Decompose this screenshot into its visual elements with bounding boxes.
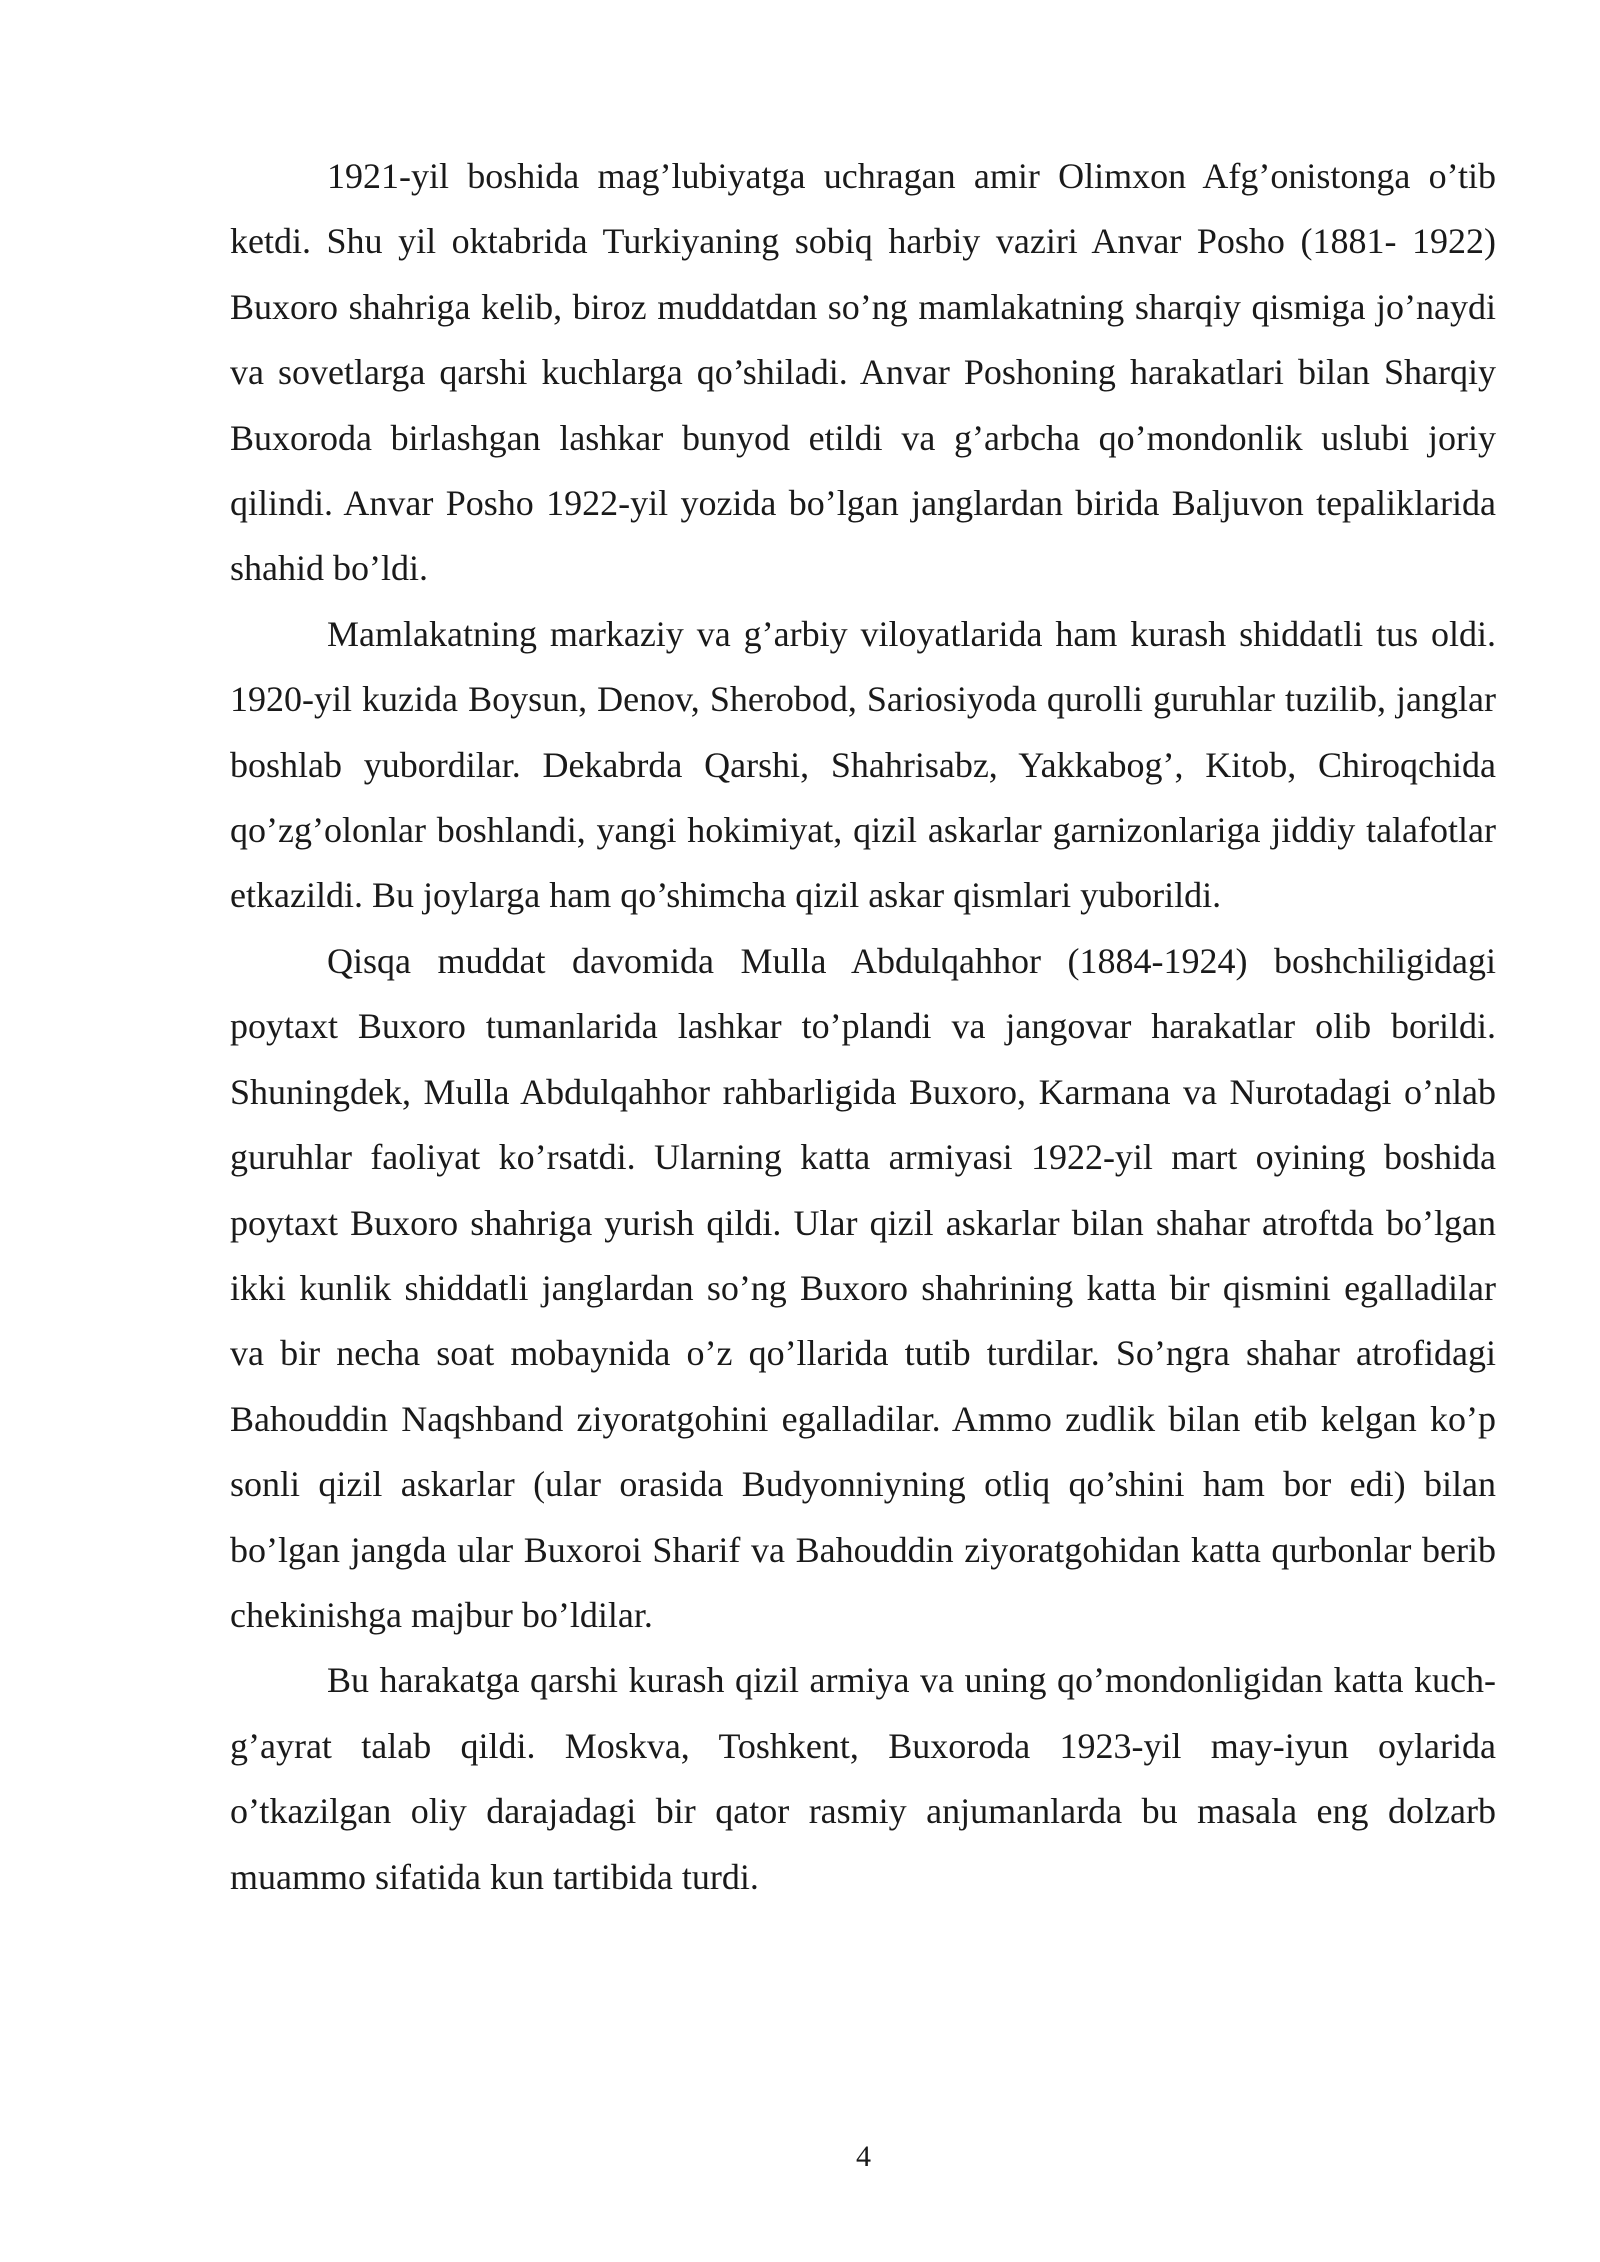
page-number: 4 [856,2140,871,2173]
body-text [230,144,1496,1910]
paragraph-3: Qisqa muddat davomida Mulla Abdulqahhor (1884-1924) boshchiligidagi poytaxt Buxoro tumanlarida lashkar to’plandi va jangovar harakatlar olib borildi. Shuningdek, Mulla Abdulqahhor rahbarligida Buxoro, Karmana va Nurotadagi o’nlab guruhlar faoliyat ko’rsatdi. Ularning katta armiyasi 1922-yil mart oyining boshida poytaxt Buxoro shahriga yurish qildi. Ular qizil askarlar bilan shahar atroftda bo’lgan ikki kunlik shiddatli janglardan so’ng Buxoro shahrining katta bir qismini egalladilar va bir necha soat mobaynida o’z qo’llarida tutib turdilar. So’ngra shahar atrofidagi Bahouddin Naqshband ziyoratgohini egalladilar. Ammo zudlik bilan etib kelgan ko’p sonli qizil askarlar (ular orasida Budyonniyning otliq qo’shini ham bor edi) bilan bo’lgan jangda ular Buxoroi Sharif va Bahouddin ziyoratgohidan katta qurbonlar berib chekinishga majbur bo’ldilar. [230,940,1496,1635]
paragraph-4: Bu harakatga qarshi kurash qizil armiya va uning qo’mondonligidan katta kuch-g’ayrat talab qildi. Moskva, Toshkent, Buxoroda 1923-yil may-iyun oylarida o’tkazilgan oliy darajadagi bir qator rasmiy anjumanlarda bu masala eng dolzarb muammo sifatida kun tartibida turdi. [230,1660,1496,1897]
paragraph-2: Mamlakatning markaziy va g’arbiy viloyatlarida ham kurash shiddatli tus oldi. 1920-yil kuzida Boysun, Denov, Sherobod, Sariosiyoda qurolli guruhlar tuzilib, janglar boshlab yubordilar. Dekabrda Qarshi, Shahrisabz, Yakkabog’, Kitob, Chiroqchida qo’zg’olonlar boshlandi, yangi hokimiyat, qizil askarlar garnizonlariga jiddiy talafotlar etkazildi. Bu joylarga ham qo’shimcha qizil askar qismlari yuborildi. [230,613,1496,916]
paragraph-1: 1921-yil boshida mag’lubiyatga uchragan amir Olimxon Afg’onistonga o’tib ketdi. Shu yil oktabrida Turkiyaning sobiq harbiy vaziri Anvar Posho (1881- 1922) Buxoro shahriga kelib, biroz muddatdan so’ng mamlakatning sharqiy qismiga jo’naydi va sovetlarga qarshi kuchlarga qo’shiladi. Anvar Poshoning harakatlari bilan Sharqiy Buxoroda birlashgan lashkar bunyod etildi va g’arbcha qo’mondonlik uslubi joriy qilindi. Anvar Posho 1922-yil yozida bo’lgan janglardan birida Baljuvon tepaliklarida shahid bo’ldi. [230,156,1496,589]
